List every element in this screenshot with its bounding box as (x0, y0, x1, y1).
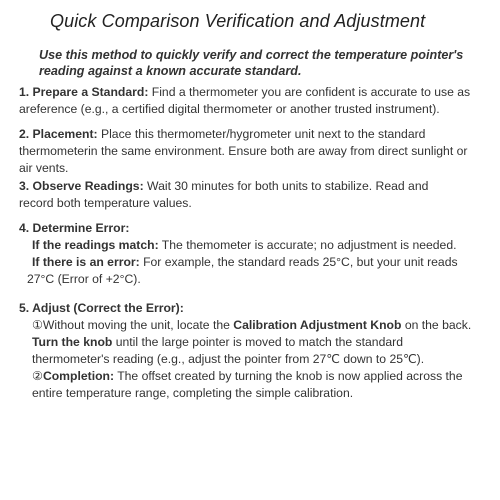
step-3-line-2: record both temperature values. (19, 196, 192, 210)
step-5-b-text: until the large pointer is moved to match the standard (112, 335, 403, 349)
step-3-line-1 (19, 178, 491, 195)
step-determine-error (19, 220, 491, 288)
step-3-label: 3. Observe Readings: (19, 179, 144, 193)
step-4-error-line-2: 27°C (Error of +2°C). (27, 272, 141, 286)
step-1-line-2: areference (e.g., a certified digital thermometer or another trusted instrument). (19, 102, 440, 116)
completion-label: Completion: (42, 369, 115, 383)
step-5-line-c: thermometer's reading (e.g., adjust the pointer from 27℃ down to 25℃). (32, 352, 425, 366)
error-text: For example, the standard reads 25°C, but your unit reads (139, 255, 458, 269)
step-5-line-b (19, 334, 491, 351)
step-5-d-text: The offset created by turning the knob is now applied across the (114, 369, 463, 383)
step-5-label-text: 5. Adjust (Correct the Error): (19, 301, 184, 315)
intro-text: Use this method to quickly verify and correct the temperature pointer's reading against a known accurate standard. (39, 48, 464, 78)
step-5-line-e: entire temperature range, completing the simple calibration. (32, 386, 354, 400)
turn-knob-label: Turn the knob (32, 335, 113, 349)
step-5-line-a (19, 317, 491, 334)
match-label: If the readings match: (32, 238, 159, 252)
step-1-line-1 (19, 84, 491, 101)
step-5-d-prefix: ② (32, 369, 43, 383)
step-5-a-suffix: on the back. (401, 318, 472, 332)
step-4-label-text: 4. Determine Error: (19, 221, 130, 235)
step-3-text: Wait 30 minutes for both units to stabilize. Read and (143, 179, 429, 193)
step-2-line-1 (19, 126, 491, 143)
error-label: If there is an error: (32, 255, 140, 269)
step-5-label (19, 300, 491, 317)
step-prepare-standard (19, 84, 491, 118)
page-title: Quick Comparison Verification and Adjustment (50, 11, 426, 31)
step-5-a-prefix: ①Without moving the unit, locate the (32, 318, 234, 332)
step-observe-readings (19, 178, 491, 212)
step-2-line-3: air vents. (19, 161, 69, 175)
calibration-knob-label: Calibration Adjustment Knob (233, 318, 402, 332)
step-4-label (19, 220, 491, 237)
step-4-match-line (19, 237, 491, 254)
step-1-text: Find a thermometer you are confident is accurate to use as (148, 85, 471, 99)
step-placement (19, 126, 491, 177)
step-1-label: 1. Prepare a Standard: (19, 85, 149, 99)
match-text: The themometer is accurate; no adjustment is needed. (158, 238, 457, 252)
step-2-line-2: thermometerin the same environment. Ensure both are away from direct sunlight or (19, 144, 468, 158)
step-2-text: Place this thermometer/hygrometer unit next to the standard (97, 127, 426, 141)
step-4-error-line (19, 254, 491, 271)
step-2-label: 2. Placement: (19, 127, 98, 141)
step-adjust (19, 300, 491, 402)
step-5-line-d (19, 368, 491, 385)
